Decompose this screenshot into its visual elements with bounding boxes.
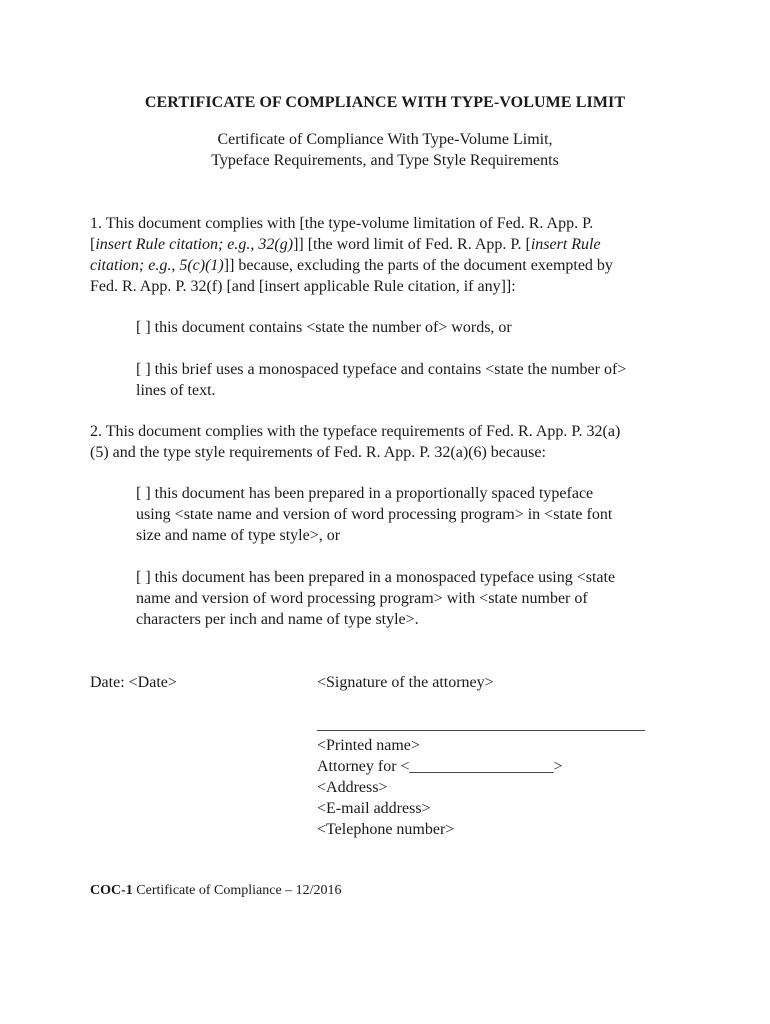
option-line: characters per inch and name of type style>. — [136, 611, 419, 628]
subtitle-line: Certificate of Compliance With Type-Volume Limit, — [217, 131, 553, 148]
section-2-paragraph — [90, 421, 690, 463]
italic-text-run: insert Rule citation; e.g., 32(g) — [95, 236, 294, 253]
paragraph-line: 1. This document complies with [the type-volume limitation of Fed. R. App. P. — [90, 215, 594, 232]
section-2-option-monospaced — [136, 567, 696, 630]
signature-of-attorney: <Signature of the attorney> — [317, 674, 494, 691]
option-line: [ ] this brief uses a monospaced typeface and contains <state the number of> — [136, 361, 627, 378]
paragraph-line: 2. This document complies with the typeface requirements of Fed. R. App. P. 32(a) — [90, 423, 621, 440]
telephone-number: <Telephone number> — [317, 821, 455, 838]
paragraph-line: Fed. R. App. P. 32(f) [and [insert applicable Rule citation, if any]]: — [90, 278, 516, 295]
paragraph-line — [90, 234, 690, 255]
italic-text-run: citation; e.g., 5(c)(1) — [90, 257, 224, 274]
document-subtitle — [0, 129, 770, 171]
form-footer — [90, 882, 342, 900]
email-address: <E-mail address> — [317, 800, 431, 817]
attorney-for: Attorney for <__________________> — [317, 758, 563, 775]
paragraph-line: (5) and the type style requirements of Fed. R. App. P. 32(a)(6) because: — [90, 444, 546, 461]
option-line: size and name of type style>, or — [136, 527, 341, 544]
text-run: ]] [the word limit of Fed. R. App. P. [ — [293, 236, 531, 253]
paragraph-line — [90, 255, 690, 276]
option-line: [ ] this document contains <state the number of> words, or — [136, 319, 512, 336]
printed-name: <Printed name> — [317, 737, 420, 754]
form-description: Certificate of Compliance – 12/2016 — [132, 883, 342, 898]
option-line: [ ] this document has been prepared in a monospaced typeface using <state — [136, 569, 616, 586]
subtitle-line: Typeface Requirements, and Type Style Requirements — [211, 152, 559, 169]
section-1-paragraph — [90, 213, 690, 297]
date-field: Date: <Date> — [90, 674, 177, 691]
option-line: using <state name and version of word processing program> in <state font — [136, 506, 613, 523]
signature-line: _________________________________________ — [317, 716, 645, 733]
option-line: [ ] this document has been prepared in a proportionally spaced typeface — [136, 485, 594, 502]
section-2-option-proportional — [136, 483, 696, 546]
section-1-option-lines — [136, 359, 696, 401]
form-code: COC-1 — [90, 883, 133, 898]
document-title: CERTIFICATE OF COMPLIANCE WITH TYPE-VOLUME LIMIT — [144, 94, 626, 111]
option-line: lines of text. — [136, 382, 216, 399]
text-run: [ — [90, 236, 96, 253]
section-1-option-words — [136, 317, 696, 338]
option-line: name and version of word processing program> with <state number of — [136, 590, 588, 607]
italic-text-run: insert Rule — [530, 236, 601, 253]
signature-block — [317, 714, 645, 840]
text-run: ]] because, excluding the parts of the document exempted by — [223, 257, 613, 274]
address: <Address> — [317, 779, 388, 796]
